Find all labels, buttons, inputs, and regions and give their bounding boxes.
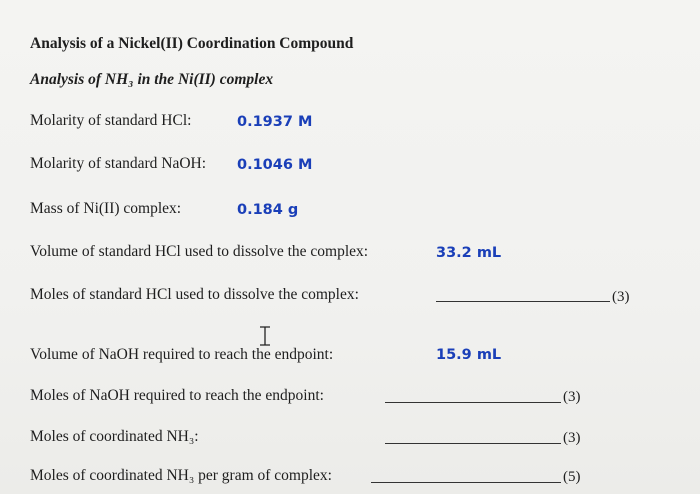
row-label-complex-mass: Mass of Ni(II) complex: [30, 200, 182, 217]
row-label-naoh-moles: Moles of NaOH required to reach the endpoint: [30, 387, 324, 404]
row-value-hcl-molarity: 0.1937 M [237, 114, 313, 130]
row-value-naoh-volume: 15.9 mL [436, 347, 502, 363]
row-label-naoh-molarity: Molarity of standard NaOH: [30, 155, 207, 172]
answer-blank-naoh-moles[interactable] [385, 402, 561, 403]
row-value-hcl-volume: 33.2 mL [436, 245, 502, 261]
points-nh3-moles: (3) [563, 430, 581, 446]
row-value-naoh-molarity: 0.1046 M [237, 157, 313, 173]
row-label-hcl-molarity: Molarity of standard HCl: [30, 112, 192, 129]
worksheet-title: Analysis of a Nickel(II) Coordination Compound [30, 35, 354, 52]
answer-blank-nh3-moles[interactable] [385, 443, 561, 444]
points-naoh-moles: (3) [563, 389, 581, 405]
points-nh3-per-gram: (5) [563, 469, 581, 485]
row-label-nh3-per-gram: Moles of coordinated NH₃ per gram of complex: [30, 467, 332, 484]
row-label-naoh-volume: Volume of NaOH required to reach the endpoint: [30, 346, 334, 363]
points-hcl-moles: (3) [612, 289, 630, 305]
answer-blank-nh3-per-gram[interactable] [371, 482, 561, 483]
answer-blank-hcl-moles[interactable] [436, 301, 610, 302]
section-subtitle: Analysis of NH₃ in the Ni(II) complex [30, 71, 274, 88]
row-label-hcl-moles: Moles of standard HCl used to dissolve the complex: [30, 286, 359, 303]
row-label-hcl-volume: Volume of standard HCl used to dissolve the complex: [30, 243, 369, 260]
row-label-nh3-moles: Moles of coordinated NH₃: [30, 428, 199, 445]
row-value-complex-mass: 0.184 g [237, 202, 299, 218]
text-cursor-icon [258, 326, 272, 346]
